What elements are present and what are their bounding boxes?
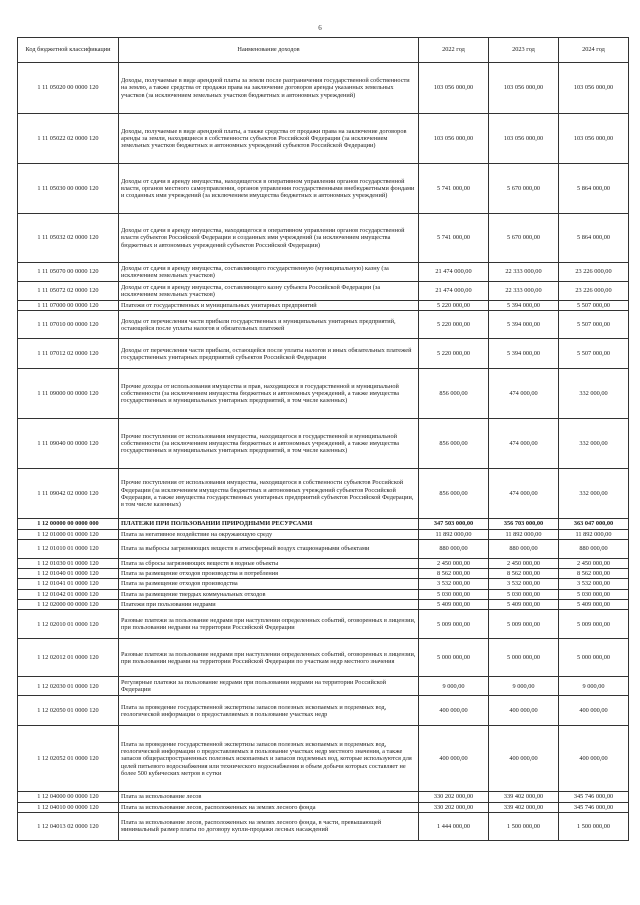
row-value-2022: 330 202 000,00 [419,802,489,812]
row-value-2022: 5 000 000,00 [419,639,489,677]
row-name: Плата за использование лесов, расположенных на землях лесного фонда, в части, превышающей минимальный размер платы по договору купли-продажи лесных насаждений [119,812,419,840]
table-row [18,579,629,589]
table-row [18,639,629,677]
row-code: 1 12 02030 01 0000 120 [18,677,119,696]
table-body [18,63,629,841]
table-row [18,419,629,469]
table-row [18,539,629,558]
row-value-2023: 356 703 000,00 [489,519,559,529]
row-value-2022: 21 474 000,00 [419,282,489,301]
row-value-2023: 339 402 000,00 [489,792,559,802]
table-row [18,726,629,792]
row-code: 1 12 02052 01 0000 120 [18,726,119,792]
row-name: Доходы от перечисления части прибыли государственных и муниципальных унитарных предприятий, остающейся после уплаты налогов и обязательных платежей [119,311,419,339]
row-name: Доходы от сдачи в аренду имущества, составляющего государственную (муниципальную) казну (за исключением земельных участков) [119,263,419,282]
header-code: Код бюджетной классификации [18,38,119,63]
row-value-2024: 332 000,00 [559,469,629,519]
header-2024: 2024 год [559,38,629,63]
table-row [18,589,629,599]
row-name: Плата за проведение государственной экспертизы запасов полезных ископаемых и подземных вод, геологической информации о предоставляемых в пользование участках недр [119,696,419,726]
table-row [18,164,629,214]
row-name: Доходы от сдачи в аренду имущества, находящегося в оперативном управлении органов государственной власти, органов местного самоуправления, органов управления государственными внебюджетными фондами и созданных ими учреждений (за исключением имущества бюджетных и автономных учреждений) [119,164,419,214]
row-value-2023: 5 000 000,00 [489,639,559,677]
table-row [18,696,629,726]
row-value-2024: 345 746 000,00 [559,802,629,812]
row-value-2024: 5 864 000,00 [559,164,629,214]
row-value-2023: 339 402 000,00 [489,802,559,812]
row-code: 1 12 01041 01 0000 120 [18,579,119,589]
row-value-2023: 11 892 000,00 [489,529,559,539]
table-row [18,677,629,696]
table-row [18,558,629,568]
row-code: 1 11 09000 00 0000 120 [18,369,119,419]
row-code: 1 12 02012 01 0000 120 [18,639,119,677]
row-value-2023: 3 532 000,00 [489,579,559,589]
row-value-2023: 8 562 000,00 [489,569,559,579]
row-name: Платежи при пользовании недрами [119,600,419,610]
table-row [18,311,629,339]
row-code: 1 12 04000 00 0000 120 [18,792,119,802]
table-row [18,610,629,639]
row-code: 1 12 02000 00 0000 120 [18,600,119,610]
table-row [18,792,629,802]
row-code: 1 11 05032 02 0000 120 [18,214,119,263]
header-2023: 2023 год [489,38,559,63]
row-value-2024: 400 000,00 [559,696,629,726]
row-value-2022: 5 409 000,00 [419,600,489,610]
row-name: Плата за размещение твердых коммунальных отходов [119,589,419,599]
row-value-2024: 2 450 000,00 [559,558,629,568]
row-value-2024: 345 746 000,00 [559,792,629,802]
row-value-2022: 880 000,00 [419,539,489,558]
row-value-2023: 400 000,00 [489,726,559,792]
row-value-2024: 5 507 000,00 [559,301,629,311]
row-value-2024: 5 409 000,00 [559,600,629,610]
row-value-2024: 23 226 000,00 [559,263,629,282]
row-value-2024: 9 000,00 [559,677,629,696]
row-value-2023: 22 333 000,00 [489,263,559,282]
row-name: Доходы, получаемые в виде арендной платы за земли после разграничения государственной собственности на землю, а также средства от продажи права на заключение договоров аренды указанных земельных участков (за исключением земельных участков бюджетных и автономных учреждений) [119,63,419,114]
row-value-2024: 5 030 000,00 [559,589,629,599]
row-value-2024: 400 000,00 [559,726,629,792]
header-2022: 2022 год [419,38,489,63]
table-row [18,469,629,519]
row-code: 1 11 09042 02 0000 120 [18,469,119,519]
row-value-2023: 5 030 000,00 [489,589,559,599]
row-value-2024: 103 056 000,00 [559,114,629,164]
row-value-2022: 5 220 000,00 [419,339,489,369]
row-value-2022: 103 056 000,00 [419,63,489,114]
table-row [18,600,629,610]
row-name: ПЛАТЕЖИ ПРИ ПОЛЬЗОВАНИИ ПРИРОДНЫМИ РЕСУРСАМИ [119,519,419,529]
row-value-2022: 856 000,00 [419,469,489,519]
table-row [18,263,629,282]
row-value-2024: 880 000,00 [559,539,629,558]
row-name: Доходы от перечисления части прибыли, остающейся после уплаты налогов и иных обязательных платежей государственных унитарных предприятий субъектов Российской Федерации [119,339,419,369]
row-value-2023: 5 394 000,00 [489,339,559,369]
row-name: Доходы от сдачи в аренду имущества, составляющего казну субъекта Российской Федерации (за исключением земельных участков) [119,282,419,301]
row-value-2024: 5 507 000,00 [559,339,629,369]
row-value-2024: 5 009 000,00 [559,610,629,639]
row-value-2024: 332 000,00 [559,369,629,419]
row-value-2022: 103 056 000,00 [419,114,489,164]
row-code: 1 11 09040 00 0000 120 [18,419,119,469]
row-value-2023: 474 000,00 [489,369,559,419]
row-value-2022: 9 000,00 [419,677,489,696]
row-name: Регулярные платежи за пользование недрами при пользовании недрами на территории Российской Федерации [119,677,419,696]
row-code: 1 11 05020 00 0000 120 [18,63,119,114]
row-name: Плата за проведение государственной экспертизы запасов полезных ископаемых и подземных вод, геологической информации о предоставляемых в пользование участках недр местного значения, а также запасов общераспространенных полезных ископаемых и запасов подземных вод, которые используются для целей питьевого водоснабжения или технического водоснабжения и объем добычи которых составляет не более 500 кубических метров в сутки [119,726,419,792]
row-code: 1 12 01010 01 0000 120 [18,539,119,558]
row-name: Доходы, получаемые в виде арендной платы, а также средства от продажи права на заключение договоров аренды за земли, находящиеся в собственности субъектов Российской Федерации (за исключением земельных участков бюджетных и автономных учреждений субъектов Российской Федерации) [119,114,419,164]
row-value-2023: 5 670 000,00 [489,214,559,263]
row-value-2023: 103 056 000,00 [489,63,559,114]
row-code: 1 11 05072 02 0000 120 [18,282,119,301]
row-value-2024: 5 864 000,00 [559,214,629,263]
row-value-2024: 8 562 000,00 [559,569,629,579]
row-value-2023: 2 450 000,00 [489,558,559,568]
row-value-2022: 11 892 000,00 [419,529,489,539]
row-code: 1 11 07010 00 0000 120 [18,311,119,339]
row-name: Плата за сбросы загрязняющих веществ в водные объекты [119,558,419,568]
table-row [18,812,629,840]
row-value-2023: 9 000,00 [489,677,559,696]
table-row [18,519,629,529]
row-value-2024: 363 047 000,00 [559,519,629,529]
row-name: Плата за использование лесов, расположенных на землях лесного фонда [119,802,419,812]
row-value-2022: 3 532 000,00 [419,579,489,589]
row-value-2022: 5 220 000,00 [419,311,489,339]
row-value-2023: 103 056 000,00 [489,114,559,164]
row-code: 1 12 01040 01 0000 120 [18,569,119,579]
table-header-row [18,38,629,63]
row-value-2022: 347 503 000,00 [419,519,489,529]
row-code: 1 11 07000 00 0000 120 [18,301,119,311]
row-value-2023: 5 409 000,00 [489,600,559,610]
row-value-2024: 5 000 000,00 [559,639,629,677]
table-row [18,529,629,539]
row-name: Разовые платежи за пользование недрами при наступлении определенных событий, оговоренных в лицензии, при пользовании недрами на территории Российской Федерации по участкам недр местного значения [119,639,419,677]
row-value-2024: 332 000,00 [559,419,629,469]
row-code: 1 12 04010 00 0000 120 [18,802,119,812]
table-row [18,282,629,301]
row-value-2022: 400 000,00 [419,726,489,792]
table-row [18,114,629,164]
row-name: Прочие поступления от использования имущества, находящегося в государственной и муниципальной собственности (за исключением имущества бюджетных и автономных учреждений, а также имущества государственных и муниципальных унитарных предприятий, в том числе казенных) [119,419,419,469]
row-name: Плата за использование лесов [119,792,419,802]
table-row [18,569,629,579]
row-value-2024: 23 226 000,00 [559,282,629,301]
row-name: Прочие поступления от использования имущества, находящегося в собственности субъектов Российской Федерации (за исключением имущества бюджетных и автономных учреждений субъектов Российской Федерации, а также имущества государственных унитарных предприятий субъектов Российской Федерации, в том числе казенных) [119,469,419,519]
row-code: 1 11 05030 00 0000 120 [18,164,119,214]
row-value-2022: 856 000,00 [419,369,489,419]
row-code: 1 12 02050 01 0000 120 [18,696,119,726]
row-name: Плата за выбросы загрязняющих веществ в атмосферный воздух стационарными объектами [119,539,419,558]
row-value-2022: 400 000,00 [419,696,489,726]
table-row [18,63,629,114]
row-code: 1 12 00000 00 0000 000 [18,519,119,529]
row-value-2023: 400 000,00 [489,696,559,726]
row-value-2023: 5 394 000,00 [489,301,559,311]
row-value-2022: 1 444 000,00 [419,812,489,840]
row-value-2023: 474 000,00 [489,469,559,519]
row-value-2023: 5 009 000,00 [489,610,559,639]
row-name: Платежи от государственных и муниципальных унитарных предприятий [119,301,419,311]
row-code: 1 11 07012 02 0000 120 [18,339,119,369]
row-code: 1 12 01000 01 0000 120 [18,529,119,539]
row-value-2022: 2 450 000,00 [419,558,489,568]
row-value-2023: 22 333 000,00 [489,282,559,301]
row-code: 1 12 02010 01 0000 120 [18,610,119,639]
row-value-2022: 5 741 000,00 [419,164,489,214]
table-row [18,214,629,263]
row-value-2024: 11 892 000,00 [559,529,629,539]
row-value-2022: 5 030 000,00 [419,589,489,599]
row-code: 1 12 01042 01 0000 120 [18,589,119,599]
table-row [18,339,629,369]
header-name: Наименование доходов [119,38,419,63]
table-row [18,802,629,812]
row-value-2022: 5 220 000,00 [419,301,489,311]
row-value-2023: 5 394 000,00 [489,311,559,339]
row-value-2024: 1 500 000,00 [559,812,629,840]
row-value-2022: 856 000,00 [419,419,489,469]
row-code: 1 12 01030 01 0000 120 [18,558,119,568]
row-value-2022: 5 009 000,00 [419,610,489,639]
table-row [18,301,629,311]
row-name: Доходы от сдачи в аренду имущества, находящегося в оперативном управлении органов государственной власти субъектов Российской Федерации и созданных ими учреждений (за исключением имущества бюджетных и автономных учреждений субъектов Российской Федерации) [119,214,419,263]
row-value-2023: 880 000,00 [489,539,559,558]
row-code: 1 11 05070 00 0000 120 [18,263,119,282]
row-name: Разовые платежи за пользование недрами при наступлении определенных событий, оговоренных в лицензии, при пользовании недрами на территории Российской Федерации [119,610,419,639]
row-name: Плата за негативное воздействие на окружающую среду [119,529,419,539]
row-value-2023: 1 500 000,00 [489,812,559,840]
row-code: 1 12 04013 02 0000 120 [18,812,119,840]
row-name: Прочие доходы от использования имущества и прав, находящихся в государственной и муниципальной собственности (за исключением имущества бюджетных и автономных учреждений, а также имущества государственных и муниципальных унитарных предприятий, в том числе казенных) [119,369,419,419]
page-number: 6 [318,24,322,32]
revenue-table [17,37,629,841]
row-value-2022: 5 741 000,00 [419,214,489,263]
row-name: Плата за размещение отходов производства и потребления [119,569,419,579]
row-value-2023: 474 000,00 [489,419,559,469]
row-value-2022: 330 202 000,00 [419,792,489,802]
row-code: 1 11 05022 02 0000 120 [18,114,119,164]
row-value-2024: 5 507 000,00 [559,311,629,339]
row-name: Плата за размещение отходов производства [119,579,419,589]
row-value-2022: 21 474 000,00 [419,263,489,282]
row-value-2023: 5 670 000,00 [489,164,559,214]
row-value-2024: 3 532 000,00 [559,579,629,589]
table-row [18,369,629,419]
row-value-2024: 103 056 000,00 [559,63,629,114]
row-value-2022: 8 562 000,00 [419,569,489,579]
